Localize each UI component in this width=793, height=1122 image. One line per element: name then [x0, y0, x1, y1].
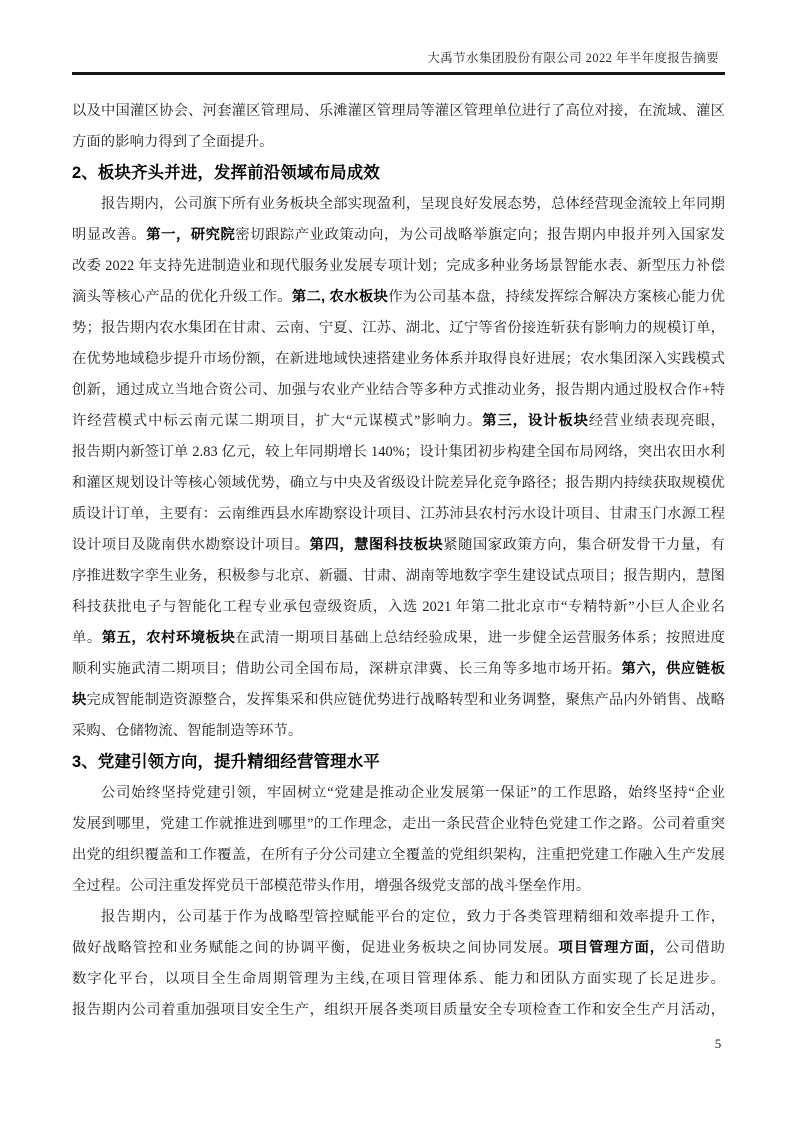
- text-line: [72, 127, 725, 158]
- text-run: 做好战略管控和业务赋能之间的协调平衡，促进业务板块之间协同发展。: [72, 940, 559, 956]
- text-run: 采购、仓储物流、智能制造等环节。: [72, 723, 303, 739]
- text-line: [72, 251, 725, 282]
- page-number: 5: [714, 1036, 722, 1051]
- text-line: [72, 840, 725, 871]
- bold-text-run: 第四，慧图科技板块: [309, 537, 444, 553]
- text-line: [72, 654, 725, 685]
- text-line: [72, 871, 725, 902]
- text-run: 报告期内新签订单 2.83 亿元，较上年同期增长 140%；设计集团初步构建全国布局网络，突出农田水利: [72, 444, 725, 460]
- text-run: 方面的影响力得到了全面提升。: [72, 134, 274, 150]
- bold-text-run: 第六，供应链板: [621, 661, 725, 677]
- text-run: 质设计订单，主要有：云南维西县水库勘察设计项目、江苏沛县农村污水设计项目、甘肃玉门水源工程: [72, 506, 725, 522]
- text-line: [72, 902, 725, 933]
- bold-text-run: 3、党建引领方向，提升精细经营管理水平: [72, 753, 380, 771]
- text-line: [72, 933, 725, 964]
- text-line: [72, 96, 725, 127]
- text-line: [72, 406, 725, 437]
- text-line: [72, 468, 725, 499]
- text-line: [72, 530, 725, 561]
- text-line: [72, 964, 725, 995]
- header-title: 大禹节水集团股份有限公司 2022 年半年度报告摘要: [427, 51, 719, 65]
- bold-text-run: 块: [72, 692, 87, 708]
- text-run: 出党的组织覆盖和工作覆盖，在所有子分公司建立全覆盖的党组织架构，注重把党建工作融入生产发展: [72, 847, 725, 863]
- text-run: 势；报告期内农水集团在甘肃、云南、宁夏、江苏、湖北、辽宁等省份接连斩获有影响力的规模订单，: [72, 320, 725, 336]
- text-run: 公司借助: [664, 940, 725, 956]
- text-line: [72, 561, 725, 592]
- document-header: [72, 48, 725, 75]
- text-run: 报告期内，公司基于作为战略型管控赋能平台的定位，致力于各类管理精细和效率提升工作，: [101, 909, 725, 925]
- section-heading: [72, 747, 725, 778]
- text-run: 许经营模式中标云南元谋二期项目，扩大“元谋模式”影响力。: [72, 413, 483, 429]
- text-run: 在优势地域稳步提升市场份额，在新进地域快速搭建业务体系并取得良好进展；农水集团深入实践模式: [72, 351, 725, 367]
- text-line: [72, 313, 725, 344]
- bold-text-run: 第二, 农水板块: [291, 289, 389, 305]
- text-run: 改委 2022 年支持先进制造业和现代服务业发展专项计划；完成多种业务场景智能水表、新型压力补偿: [72, 258, 725, 274]
- text-run: 作为公司基本盘，持续发挥综合解决方案核心能力优: [388, 289, 725, 305]
- text-line: [72, 995, 725, 1026]
- text-run: 滴头等核心产品的优化升级工作。: [72, 289, 292, 305]
- text-line: [72, 220, 725, 251]
- text-run: 明显改善。: [72, 227, 147, 243]
- text-line: [72, 778, 725, 809]
- text-run: 单。: [72, 630, 102, 646]
- text-run: 公司始终坚持党建引领，牢固树立“党建是推动企业发展第一保证”的工作思路，始终坚持“企业: [101, 785, 725, 801]
- bold-text-run: 第五，农村环境板块: [101, 630, 236, 646]
- text-line: [72, 375, 725, 406]
- text-run: 和灌区规划设计等核心领域优势，确立与中央及省级设计院差异化竞争路径；报告期内持续获取规模优: [72, 475, 725, 491]
- text-run: 紧随国家政策方向，集合研发骨干力量，有: [443, 537, 725, 553]
- text-run: 创新，通过成立当地合资公司、加强与农业产业结合等多种方式推动业务，报告期内通过股权合作+特: [72, 382, 725, 398]
- text-run: 经营业绩表现亮眼，: [588, 413, 725, 429]
- text-run: 在武清一期项目基础上总结经验成果，进一步健全运营服务体系；按照进度: [235, 630, 725, 646]
- text-line: [72, 499, 725, 530]
- document-body: [72, 96, 725, 1026]
- text-run: 科技获批电子与智能化工程专业承包壹级资质，入选 2021 年第二批北京市“专精特新”小巨人企业名: [72, 599, 725, 615]
- text-line: [72, 282, 725, 313]
- text-run: 设计项目及陇南供水勘察设计项目。: [72, 537, 310, 553]
- text-line: [72, 685, 725, 716]
- text-run: 以及中国灌区协会、河套灌区管理局、乐滩灌区管理局等灌区管理单位进行了高位对接，在流域、灌区: [72, 103, 725, 119]
- bold-text-run: 第三，设计板块: [482, 413, 589, 429]
- text-line: [72, 437, 725, 468]
- text-line: [72, 189, 725, 220]
- text-run: 发展到哪里，党建工作就推进到哪里”的工作理念，走出一条民营企业特色党建工作之路。公司着重突: [72, 816, 725, 832]
- section-heading: [72, 158, 725, 189]
- text-run: 顺利实施武清二期项目；借助公司全国布局，深耕京津冀、长三角等多地市场开拓。: [72, 661, 622, 677]
- bold-text-run: 2、板块齐头并进，发挥前沿领域布局成效: [72, 164, 380, 182]
- text-run: 全过程。公司注重发挥党员干部模范带头作用，增强各级党支部的战斗堡垒作用。: [72, 878, 591, 894]
- text-run: 报告期内公司着重加强项目安全生产，组织开展各类项目质量安全专项检查工作和安全生产月活动，: [72, 1002, 725, 1018]
- text-run: 密切跟踪产业政策动向，为公司战略举旗定向；报告期内申报并列入国家发: [235, 227, 725, 243]
- bold-text-run: 第一，研究院: [146, 227, 236, 243]
- text-line: [72, 623, 725, 654]
- bold-text-run: 项目管理方面，: [558, 940, 665, 956]
- text-run: 完成智能制造资源整合，发挥集采和供应链优势进行战略转型和业务调整，聚焦产品内外销售、战略: [86, 692, 725, 708]
- text-run: 序推进数字孪生业务，积极参与北京、新疆、甘肃、湖南等地数字孪生建设试点项目；报告期内，慧图: [72, 568, 725, 584]
- text-line: [72, 809, 725, 840]
- text-line: [72, 716, 725, 747]
- text-run: 报告期内，公司旗下所有业务板块全部实现盈利，呈现良好发展态势，总体经营现金流较上年同期: [101, 196, 725, 212]
- text-line: [72, 592, 725, 623]
- text-run: 数字化平台，以项目全生命周期管理为主线,在项目管理体系、能力和团队方面实现了长足进步。: [72, 971, 725, 987]
- text-line: [72, 344, 725, 375]
